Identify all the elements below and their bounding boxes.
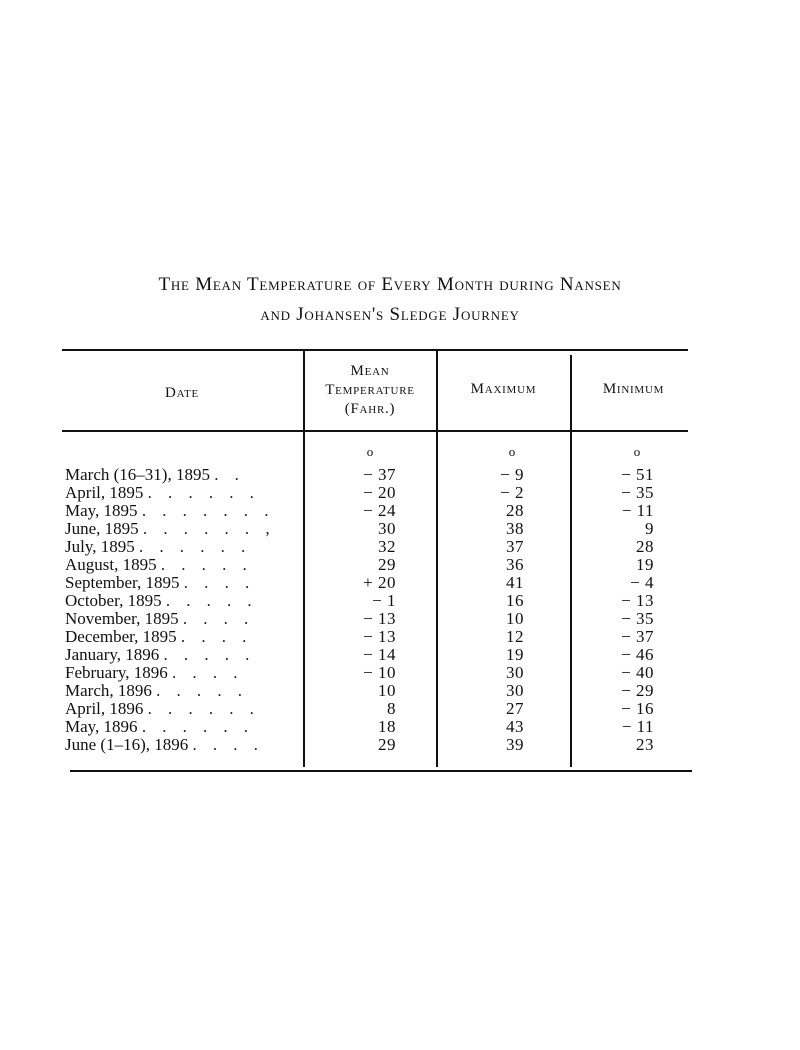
date-cell <box>65 610 290 628</box>
mean-temperature-cell: 29 <box>377 555 396 574</box>
date-text: July, 1895 <box>65 538 135 556</box>
maximum-cell: 36 <box>505 555 524 574</box>
minimum-cell: 23 <box>635 735 654 754</box>
mean-temperature-cell: 8 <box>386 699 396 718</box>
top-rule <box>62 349 688 351</box>
maximum-cell: 41 <box>505 573 524 592</box>
date-text: April, 1895 <box>65 484 144 502</box>
degree-mark-maximum: o <box>508 444 516 459</box>
minimum-cell: − 51 <box>621 465 654 484</box>
mean-temperature-cell: 29 <box>377 735 396 754</box>
date-cell <box>65 646 290 664</box>
maximum-cell: 16 <box>505 591 524 610</box>
column-header-minimum: Minimum <box>602 381 665 397</box>
table-row <box>0 556 800 574</box>
column-header-mean-temperature <box>304 362 436 419</box>
leader-dots: . . . . . <box>165 592 258 610</box>
date-text: March, 1896 <box>65 682 152 700</box>
leader-dots: . . . . <box>172 664 244 682</box>
maximum-cell: 38 <box>505 519 524 538</box>
leader-dots: . . . . <box>192 736 264 754</box>
date-text: August, 1895 <box>65 556 157 574</box>
date-cell <box>65 736 290 754</box>
header-rule <box>62 430 688 432</box>
leader-dots: . . <box>214 466 245 484</box>
maximum-cell: 39 <box>505 735 524 754</box>
minimum-cell: − 35 <box>621 483 654 502</box>
mean-temperature-cell: 32 <box>377 537 396 556</box>
date-text: January, 1896 <box>65 646 160 664</box>
maximum-cell: 28 <box>505 501 524 520</box>
minimum-cell: − 4 <box>630 573 654 592</box>
leader-dots: . . . . . . <box>147 700 260 718</box>
maximum-cell: 27 <box>505 699 524 718</box>
minimum-cell: − 11 <box>621 717 654 736</box>
column-header-maximum: Maximum <box>470 381 537 397</box>
date-cell <box>65 574 290 592</box>
table-row <box>0 592 800 610</box>
mean-temperature-cell: − 20 <box>363 483 396 502</box>
date-text: October, 1895 <box>65 592 162 610</box>
mean-temperature-cell: − 24 <box>363 501 396 520</box>
mean-temperature-cell: − 13 <box>363 609 396 628</box>
leader-dots: . . . . . . , <box>142 520 276 538</box>
maximum-cell: − 9 <box>500 465 524 484</box>
leader-dots: . . . . . <box>163 646 256 664</box>
table-row <box>0 502 800 520</box>
table-row <box>0 466 800 484</box>
maximum-cell: 30 <box>505 663 524 682</box>
date-text: September, 1895 <box>65 574 180 592</box>
date-cell <box>65 700 290 718</box>
table-title-line-2: and Johansen's Sledge Journey <box>260 304 520 325</box>
date-text: March (16–31), 1895 <box>65 466 210 484</box>
mean-temperature-cell: − 37 <box>363 465 396 484</box>
leader-dots: . . . . . . <box>139 538 252 556</box>
table-row <box>0 538 800 556</box>
minimum-cell: − 11 <box>621 501 654 520</box>
degree-mark-mean: o <box>366 444 374 459</box>
mean-temperature-cell: − 10 <box>363 663 396 682</box>
table-row <box>0 610 800 628</box>
date-text: May, 1895 <box>65 502 138 520</box>
table-row <box>0 646 800 664</box>
table-row <box>0 520 800 538</box>
leader-dots: . . . . . . <box>147 484 260 502</box>
mean-temperature-cell: 30 <box>377 519 396 538</box>
date-text: November, 1895 <box>65 610 179 628</box>
date-cell <box>65 484 290 502</box>
mean-temperature-cell: − 1 <box>372 591 396 610</box>
date-cell <box>65 682 290 700</box>
date-cell <box>65 556 290 574</box>
table-row <box>0 484 800 502</box>
date-text: May, 1896 <box>65 718 138 736</box>
leader-dots: . . . . <box>183 574 256 592</box>
table-row <box>0 700 800 718</box>
date-cell <box>65 502 290 520</box>
header-mean-line-2: Temperature <box>325 382 415 398</box>
column-header-date: Date <box>165 385 199 401</box>
minimum-cell: − 37 <box>621 627 654 646</box>
leader-dots: . . . . <box>180 628 253 646</box>
leader-dots: . . . . . . <box>141 718 255 736</box>
maximum-cell: 12 <box>505 627 524 646</box>
table-row <box>0 628 800 646</box>
date-cell <box>65 592 290 610</box>
table-row <box>0 682 800 700</box>
date-text: December, 1895 <box>65 628 177 646</box>
date-text: February, 1896 <box>65 664 168 682</box>
date-cell <box>65 628 290 646</box>
degree-mark-minimum: o <box>633 444 641 459</box>
leader-dots: . . . . . <box>156 682 248 700</box>
date-cell <box>65 466 290 484</box>
minimum-cell: 9 <box>644 519 654 538</box>
leader-dots: . . . . . <box>160 556 253 574</box>
mean-temperature-cell: − 14 <box>363 645 396 664</box>
table-row <box>0 574 800 592</box>
date-text: April, 1896 <box>65 700 144 718</box>
minimum-cell: − 40 <box>621 663 654 682</box>
minimum-cell: 28 <box>635 537 654 556</box>
table-row <box>0 718 800 736</box>
table-title-line-1: The Mean Temperature of Every Month during Nansen <box>158 274 622 295</box>
date-text: June, 1895 <box>65 520 139 538</box>
date-cell <box>65 664 290 682</box>
mean-temperature-cell: + 20 <box>363 573 396 592</box>
header-mean-line-3: (Fahr.) <box>344 401 396 417</box>
date-cell <box>65 538 290 556</box>
table-body <box>0 466 800 754</box>
date-cell <box>65 520 290 538</box>
leader-dots: . . . . . . . <box>141 502 275 520</box>
maximum-cell: 19 <box>505 645 524 664</box>
maximum-cell: 37 <box>505 537 524 556</box>
mean-temperature-cell: − 13 <box>363 627 396 646</box>
maximum-cell: − 2 <box>500 483 524 502</box>
mean-temperature-cell: 10 <box>377 681 396 700</box>
minimum-cell: − 13 <box>621 591 654 610</box>
minimum-cell: − 16 <box>621 699 654 718</box>
maximum-cell: 10 <box>505 609 524 628</box>
maximum-cell: 43 <box>505 717 524 736</box>
minimum-cell: − 29 <box>621 681 654 700</box>
date-text: June (1–16), 1896 <box>65 736 189 754</box>
leader-dots: . . . . <box>182 610 255 628</box>
date-cell <box>65 718 290 736</box>
mean-temperature-cell: 18 <box>377 717 396 736</box>
minimum-cell: − 35 <box>621 609 654 628</box>
minimum-cell: 19 <box>635 555 654 574</box>
table-row <box>0 664 800 682</box>
table-row <box>0 736 800 754</box>
maximum-cell: 30 <box>505 681 524 700</box>
header-mean-line-1: Mean <box>350 363 390 379</box>
bottom-rule <box>70 770 692 772</box>
minimum-cell: − 46 <box>621 645 654 664</box>
